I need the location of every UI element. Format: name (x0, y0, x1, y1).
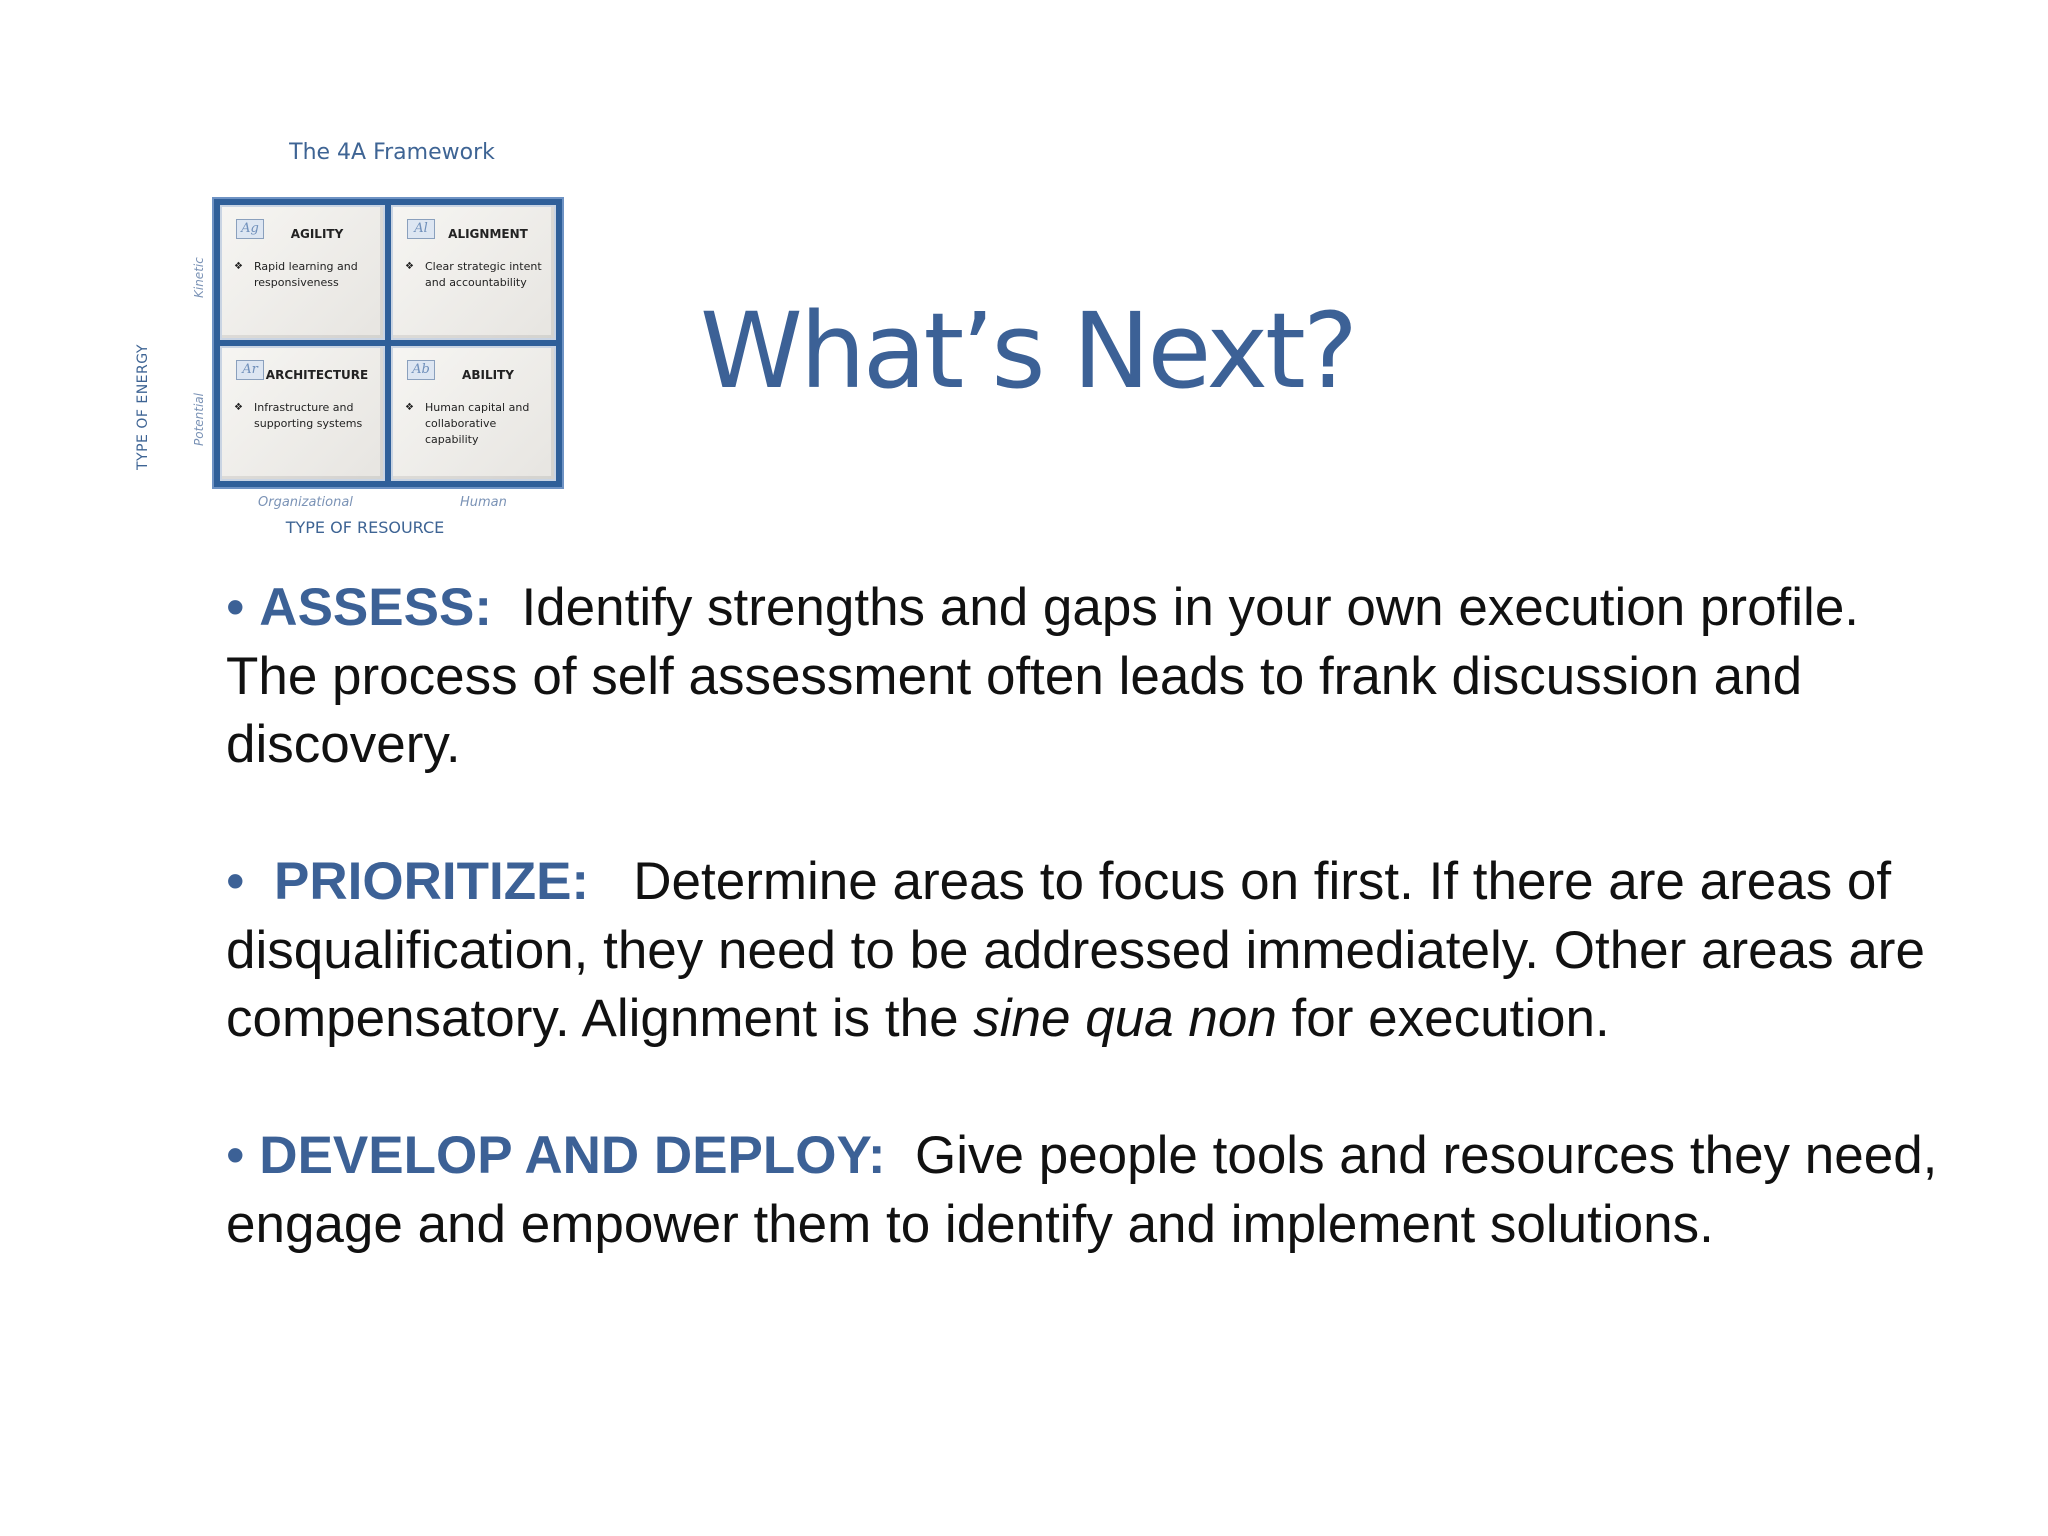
bullet-text: Determine areas to focus on first. If there are areas of disqualification, they need to be addressed immediately. Other areas are compensatory. Alignment is the (226, 852, 1925, 1048)
bullet-list (226, 574, 1946, 1259)
framework-grid (212, 197, 564, 489)
cell-bullet-text: Human capital and collaborative capability (425, 401, 530, 446)
bullet-text: Identify strengths and gaps in your own execution profile. The process of self assessment often leads to frank discussion and discovery. (226, 578, 1860, 774)
diamond-bullet-icon: ❖ (234, 261, 243, 272)
bullet-develop-deploy (226, 1122, 1946, 1259)
bullet-text: Give people tools and resources they need, engage and empower them to identify and implement solutions. (226, 1126, 1938, 1254)
cell-bullet-text: Rapid learning and responsiveness (254, 260, 358, 289)
cell-architecture (220, 346, 385, 481)
bullet-keyword: DEVELOP AND DEPLOY: (259, 1126, 886, 1185)
element-tile-icon: Ag (236, 219, 264, 239)
slide-title: What’s Next? (700, 290, 1356, 412)
bullet-assess (226, 574, 1946, 780)
bullet-marker: • (226, 852, 245, 911)
bullet-text-after: for execution. (1276, 989, 1610, 1048)
cell-title: ARCHITECTURE (265, 368, 369, 382)
diamond-bullet-icon: ❖ (234, 402, 243, 413)
diamond-bullet-icon: ❖ (405, 261, 414, 272)
x-tick-human: Human (460, 495, 507, 510)
cell-bullet-text: Clear strategic intent and accountability (425, 260, 542, 289)
bullet-keyword: PRIORITIZE: (274, 852, 590, 911)
diamond-bullet-icon: ❖ (405, 402, 414, 413)
cell-bullet (405, 259, 545, 291)
x-tick-organizational: Organizational (258, 495, 353, 510)
element-tile-icon: Ab (407, 360, 435, 380)
element-tile-icon: Al (407, 219, 435, 239)
y-axis-label: TYPE OF ENERGY (135, 344, 151, 470)
y-tick-kinetic: Kinetic (192, 257, 206, 298)
bullet-keyword: ASSESS: (259, 578, 492, 637)
cell-title: AGILITY (290, 227, 344, 241)
cell-bullet-text: Infrastructure and supporting systems (254, 401, 363, 430)
cell-ability (391, 346, 556, 481)
cell-bullet (405, 400, 545, 448)
cell-title: ALIGNMENT (448, 227, 528, 241)
x-axis-label: TYPE OF RESOURCE (285, 518, 445, 537)
bullet-marker: • (226, 578, 245, 637)
bullet-marker: • (226, 1126, 245, 1185)
framework-figure (135, 130, 600, 550)
cell-alignment (391, 205, 556, 340)
element-tile-icon: Ar (236, 360, 264, 380)
bullet-emphasis: sine qua non (973, 989, 1277, 1048)
cell-bullet (234, 259, 374, 291)
cell-agility (220, 205, 385, 340)
cell-bullet (234, 400, 374, 432)
y-tick-potential: Potential (192, 393, 206, 446)
framework-title: The 4A Framework (289, 140, 495, 165)
bullet-prioritize (226, 848, 1946, 1054)
cell-title: ABILITY (462, 368, 514, 382)
